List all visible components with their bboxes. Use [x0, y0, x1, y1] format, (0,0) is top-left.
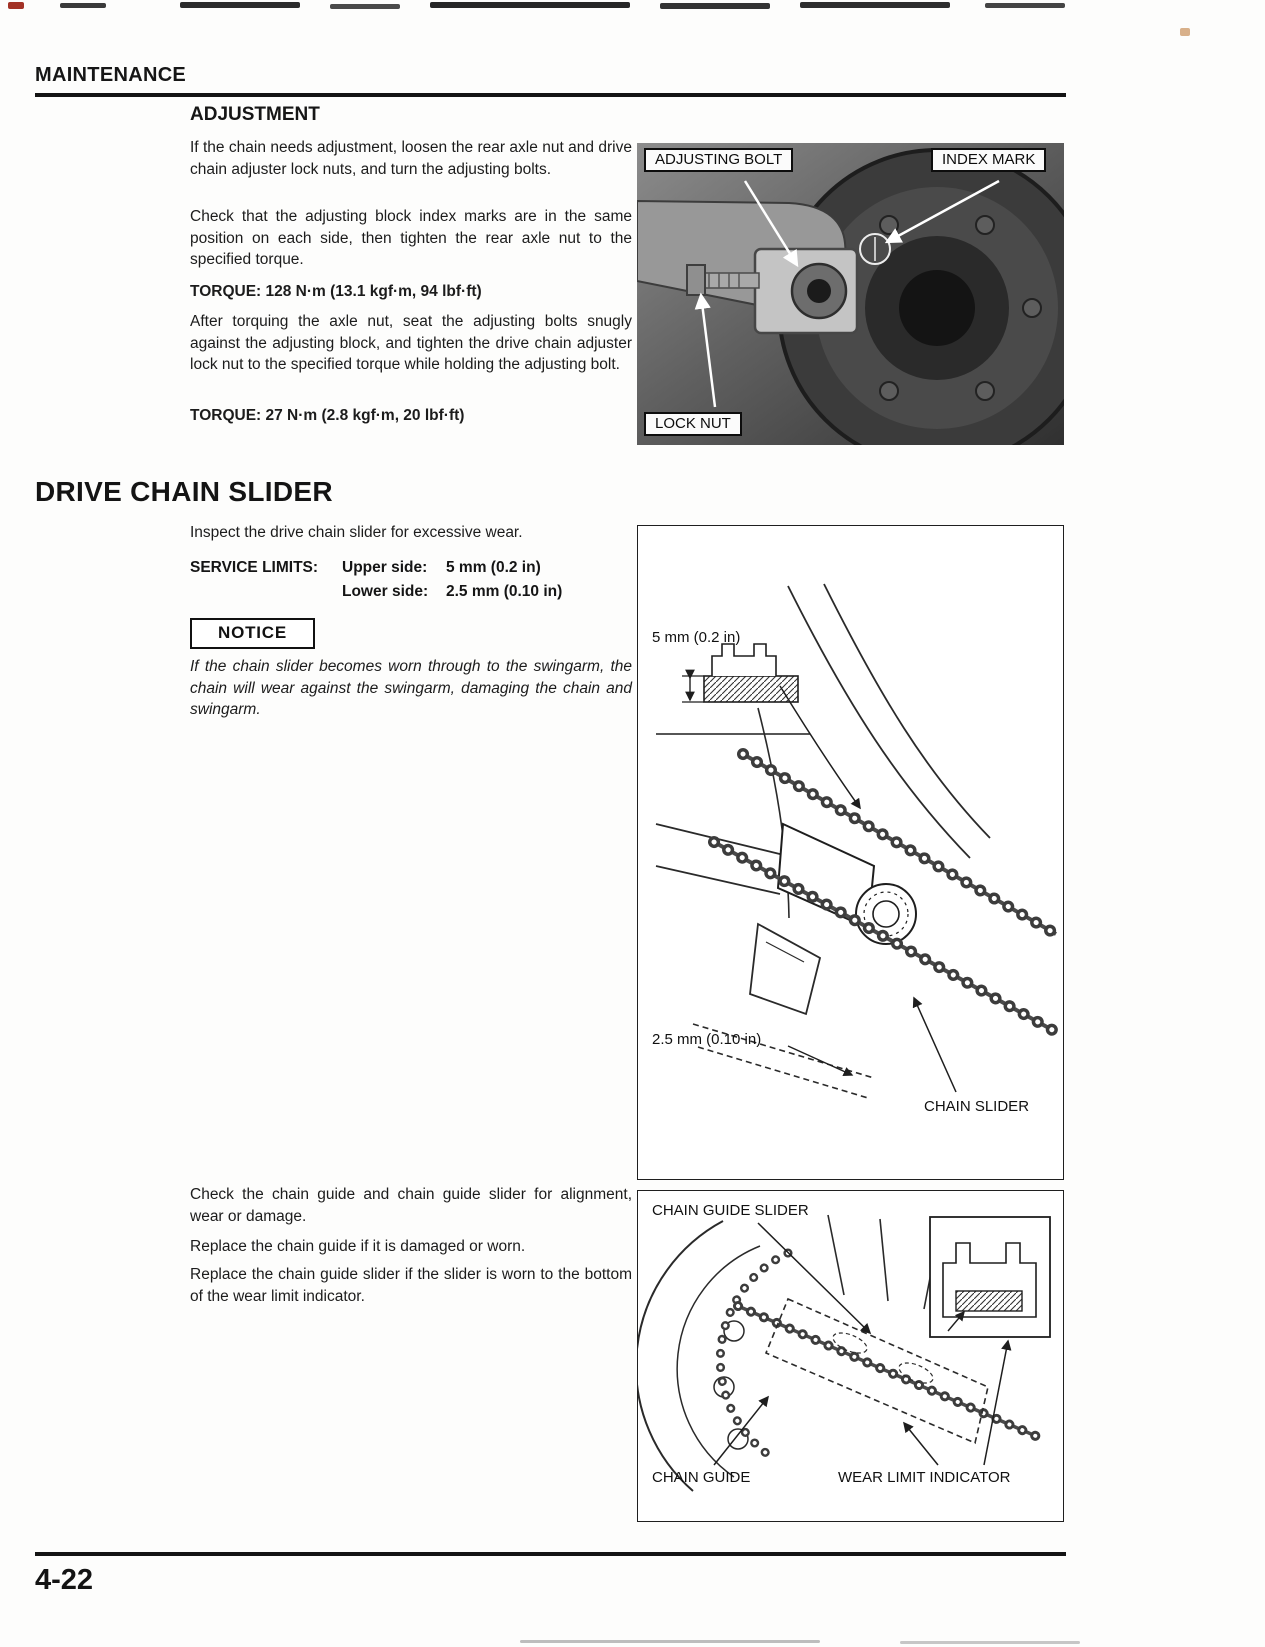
adjustment-para3: After torquing the axle nut, seat the adjusting bolts snugly against the adjusting block, and tighten the drive chain adjuster lock nut to the specified torque while holding the adjusting bolt.: [190, 313, 632, 374]
adjuster-photo-figure: [637, 143, 1064, 445]
wear-limit-indicator-label: WEAR LIMIT INDICATOR: [838, 1469, 1011, 1486]
lower-dim-label: 2.5 mm (0.10 in): [652, 1031, 762, 1048]
service-limit-value: 5 mm (0.2 in): [446, 559, 541, 576]
chain-guide-para2: Replace the chain guide if it is damaged or worn.: [190, 1238, 526, 1255]
notice-text: If the chain slider becomes worn through to the swingarm, the chain will wear against the swingarm, damaging the chain and swingarm.: [190, 658, 632, 719]
page-number: 4-22: [35, 1564, 94, 1596]
scan-artifact: [900, 1641, 1080, 1644]
page-header: MAINTENANCE: [35, 64, 187, 86]
scan-artifact: [180, 2, 300, 8]
adjuster-photo: [637, 143, 1064, 445]
chain-guide-figure: [637, 1190, 1064, 1522]
service-limits-label: SERVICE LIMITS:: [190, 559, 319, 576]
scan-artifact: [800, 2, 950, 8]
chain-guide-slider-label: CHAIN GUIDE SLIDER: [652, 1202, 809, 1219]
scan-artifact: [985, 3, 1065, 8]
photo-label-index-mark: INDEX MARK: [931, 148, 1046, 172]
chain-slider-label: CHAIN SLIDER: [924, 1098, 1030, 1115]
adjustment-torque1: TORQUE: 128 N·m (13.1 kgf·m, 94 lbf·ft): [190, 283, 482, 300]
photo-label-adjusting-bolt: ADJUSTING BOLT: [644, 148, 793, 172]
adjustment-torque2: TORQUE: 27 N·m (2.8 kgf·m, 20 lbf·ft): [190, 407, 465, 424]
upper-dim-label: 5 mm (0.2 in): [652, 629, 741, 646]
service-limit-side: Upper side:: [342, 559, 428, 576]
photo-label-lock-nut: LOCK NUT: [644, 412, 742, 436]
scan-artifact: [430, 2, 630, 8]
chain-guide-label: CHAIN GUIDE: [652, 1469, 751, 1486]
scan-artifact: [660, 3, 770, 9]
footer-rule: [35, 1552, 1066, 1556]
service-limits: [190, 556, 562, 604]
header-rule: [35, 93, 1066, 97]
notice-badge: NOTICE: [190, 618, 315, 649]
adjustment-title: ADJUSTMENT: [190, 104, 320, 125]
drive-chain-slider-title: DRIVE CHAIN SLIDER: [35, 476, 333, 507]
scan-artifact: [8, 2, 24, 9]
inspect-line: Inspect the drive chain slider for excessive wear.: [190, 524, 523, 541]
service-limit-value: 2.5 mm (0.10 in): [446, 583, 563, 601]
scan-artifact: [330, 4, 400, 9]
chain-slider-diagram: [638, 526, 1062, 1178]
scan-artifact: [60, 3, 106, 8]
chain-guide-para1: Check the chain guide and chain guide slider for alignment, wear or damage.: [190, 1186, 632, 1225]
service-limit-side: Lower side:: [342, 583, 429, 601]
chain-guide-para3: Replace the chain guide slider if the slider is worn to the bottom of the wear limit indicator.: [190, 1266, 632, 1305]
scan-artifact: [1180, 28, 1190, 36]
adjustment-para1: If the chain needs adjustment, loosen the rear axle nut and drive chain adjuster lock nuts, and turn the adjusting bolts.: [190, 139, 632, 178]
scan-artifact: [520, 1640, 820, 1643]
chain-slider-figure: [637, 525, 1064, 1180]
adjustment-para2: Check that the adjusting block index marks are in the same position on each side, then tighten the rear axle nut to the specified torque.: [190, 208, 632, 269]
